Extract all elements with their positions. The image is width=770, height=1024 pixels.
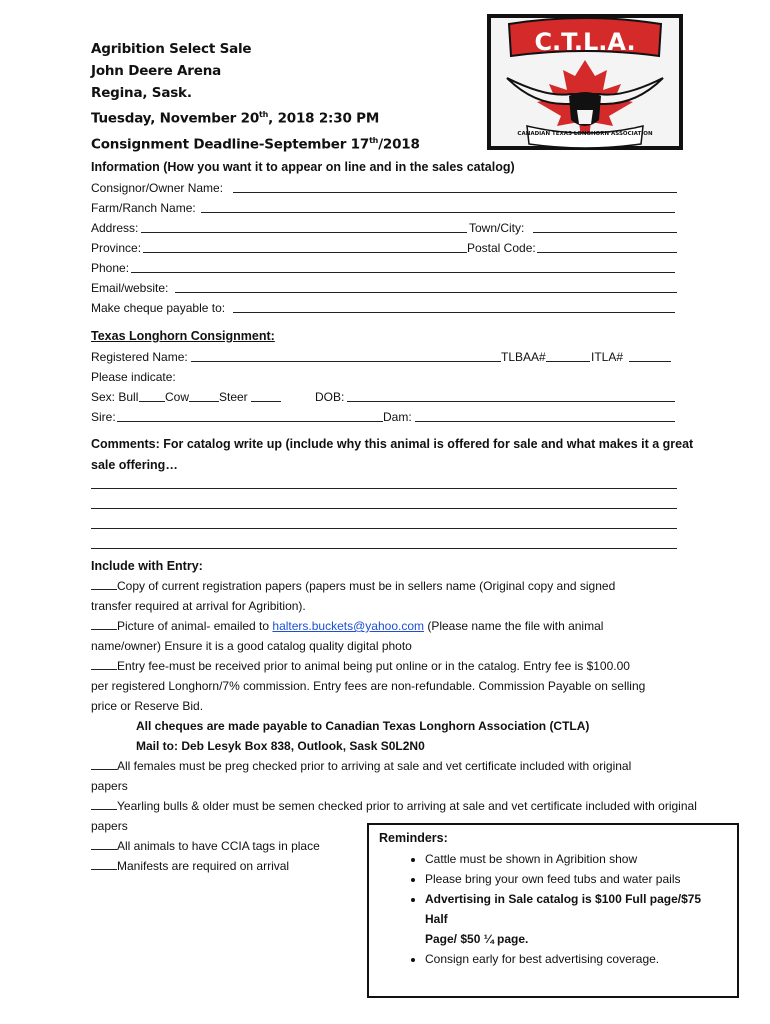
email-label: Email/website:	[91, 281, 169, 295]
phone-row	[91, 258, 677, 278]
cheque-row	[91, 298, 677, 318]
dam-field[interactable]	[415, 407, 675, 422]
cow-field[interactable]	[189, 387, 219, 402]
dob-field[interactable]	[347, 387, 675, 402]
ctla-logo	[487, 14, 683, 150]
email-field[interactable]	[175, 278, 677, 293]
item1-checkbox[interactable]	[91, 576, 117, 590]
comments-line1: Comments: For catalog write up (include why this animal is offered for sale and what makes it a great	[91, 437, 694, 451]
logo-banner: CANADIAN TEXAS LONGHORN ASSOCIATION	[517, 131, 653, 137]
include-item-3b: per registered Longhorn/7% commission. Entry fees are non-refundable. Commission Payable on selling	[91, 679, 646, 693]
arena-name: John Deere Arena	[91, 63, 222, 79]
province-field[interactable]	[143, 238, 467, 253]
email-link[interactable]: halters.buckets@yahoo.com	[272, 619, 424, 633]
item3-checkbox[interactable]	[91, 656, 117, 670]
itla-field[interactable]	[629, 347, 671, 362]
include-item-3: Entry fee-must be received prior to animal being put online or in the catalog. Entry fee is $100.00	[91, 656, 677, 676]
registered-row	[91, 347, 677, 367]
item6-checkbox[interactable]	[91, 836, 117, 850]
reminder-1: • Cattle must be shown in Agribition show	[425, 849, 727, 869]
comment-line-3[interactable]	[91, 528, 677, 529]
town-field[interactable]	[533, 218, 677, 233]
sire-row	[91, 407, 677, 427]
event-header	[91, 38, 491, 155]
reminders-box	[367, 823, 739, 998]
sire-field[interactable]	[117, 407, 383, 422]
province-label: Province:	[91, 241, 142, 255]
indicate-row: Please indicate:	[91, 370, 176, 384]
bull-label: Sex: Bull	[91, 390, 139, 404]
reminder-3: • Advertising in Sale catalog is $100 Full page/$75 Half Page/ $50 ¼ page.	[425, 889, 727, 949]
comment-line-1[interactable]	[91, 488, 677, 489]
address-field[interactable]	[141, 218, 467, 233]
email-row	[91, 278, 677, 298]
registered-field[interactable]	[191, 347, 501, 362]
consignor-row	[91, 178, 677, 198]
tlbaa-label: TLBAA#	[501, 350, 546, 364]
farm-label: Farm/Ranch Name:	[91, 201, 196, 215]
consignment-heading: Texas Longhorn Consignment:	[91, 329, 275, 343]
include-item-1: Copy of current registration papers (papers must be in sellers name (Original copy and signed	[91, 576, 677, 596]
include-item-2b: name/owner) Ensure it is a good catalog quality digital photo	[91, 639, 412, 653]
sale-name: Agribition Select Sale	[91, 41, 252, 57]
comment-line-2[interactable]	[91, 508, 677, 509]
cheque-label: Make cheque payable to:	[91, 301, 226, 315]
include-item-4b: papers	[91, 779, 128, 793]
include-heading: Include with Entry:	[91, 559, 203, 573]
item7-checkbox[interactable]	[91, 856, 117, 870]
itla-label: ITLA#	[591, 350, 624, 364]
include-item-2: Picture of animal- emailed to halters.buckets@yahoo.com (Please name the file with animal	[91, 616, 677, 636]
include-item-7: Manifests are required on arrival	[91, 856, 361, 876]
address-label: Address:	[91, 221, 139, 235]
dob-label: DOB:	[315, 390, 345, 404]
information-heading: Information (How you want it to appear on line and in the sales catalog)	[91, 160, 515, 174]
steer-field[interactable]	[251, 387, 281, 402]
cow-label: Cow	[165, 390, 190, 404]
farm-row	[91, 198, 677, 218]
mail-note: Mail to: Deb Lesyk Box 838, Outlook, Sask S0L2N0	[136, 739, 425, 753]
province-row	[91, 238, 677, 258]
item2-checkbox[interactable]	[91, 616, 117, 630]
sale-date: Tuesday, November 20th, 2018 2:30 PM	[91, 110, 380, 127]
phone-label: Phone:	[91, 261, 130, 275]
postal-label: Postal Code:	[467, 241, 536, 255]
logo-title: C.T.L.A.	[534, 28, 636, 56]
cheques-note: All cheques are made payable to Canadian Texas Longhorn Association (CTLA)	[136, 719, 590, 733]
consignment-deadline: Consignment Deadline-September 17th/2018	[91, 135, 420, 152]
sex-row	[91, 387, 677, 407]
consignor-label: Consignor/Owner Name:	[91, 181, 224, 195]
dam-label: Dam:	[383, 410, 412, 424]
comment-line-4[interactable]	[91, 548, 677, 549]
comments-line2: sale offering…	[91, 458, 178, 472]
reminder-2: • Please bring your own feed tubs and water pails	[425, 869, 727, 889]
tlbaa-field[interactable]	[546, 347, 590, 362]
town-label: Town/City:	[469, 221, 525, 235]
farm-field[interactable]	[201, 198, 675, 213]
registered-label: Registered Name:	[91, 350, 188, 364]
include-item-3c: price or Reserve Bid.	[91, 699, 204, 713]
cheque-field[interactable]	[233, 298, 675, 313]
include-item-5b: papers	[91, 819, 128, 833]
phone-field[interactable]	[131, 258, 675, 273]
consignor-field[interactable]	[233, 178, 677, 193]
city-name: Regina, Sask.	[91, 85, 192, 101]
item4-checkbox[interactable]	[91, 756, 117, 770]
include-item-6: All animals to have CCIA tags in place	[91, 836, 361, 856]
reminders-list	[379, 849, 727, 969]
include-item-4: All females must be preg checked prior to arriving at sale and vet certificate included with original	[91, 756, 677, 776]
sire-label: Sire:	[91, 410, 116, 424]
include-item-5: Yearling bulls & older must be semen checked prior to arriving at sale and vet certificate included with original	[91, 796, 751, 816]
bull-field[interactable]	[139, 387, 165, 402]
reminders-title: Reminders:	[379, 831, 448, 845]
reminder-4: • Consign early for best advertising coverage.	[425, 949, 727, 969]
include-item-1b: transfer required at arrival for Agribition).	[91, 599, 306, 613]
steer-label: Steer	[219, 390, 248, 404]
postal-field[interactable]	[537, 238, 677, 253]
item5-checkbox[interactable]	[91, 796, 117, 810]
address-row	[91, 218, 677, 238]
